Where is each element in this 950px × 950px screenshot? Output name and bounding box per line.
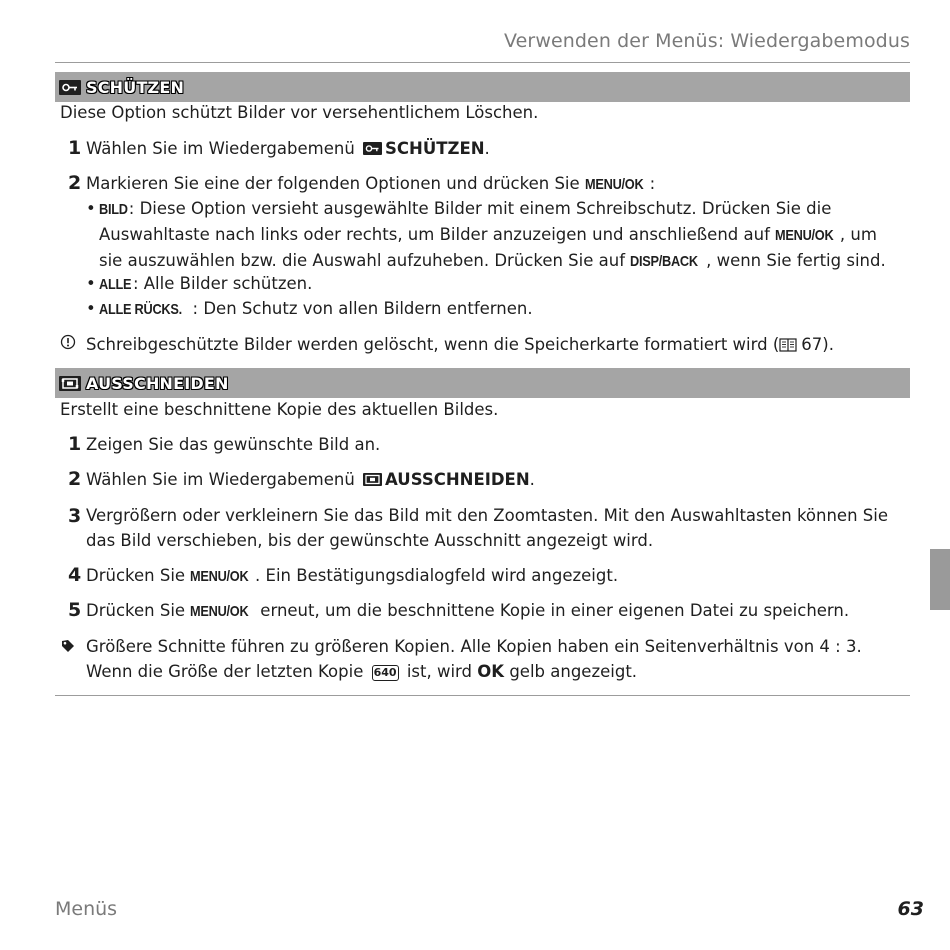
crop-step-3: Vergrößern oder verkleinern Sie das Bild mit den Zoomtasten. Mit den Auswahltasten können Sie das Bild verschieben, bis der gewünschte Ausschnitt angezeigt wird. bbox=[86, 506, 888, 550]
page-number: 63 bbox=[897, 898, 924, 920]
caution-icon bbox=[60, 334, 76, 354]
protect-key-icon bbox=[363, 142, 382, 155]
page-header-title: Verwenden der Menüs: Wiedergabemodus bbox=[504, 30, 910, 52]
bullet-dot: • bbox=[86, 274, 96, 293]
section-title-crop: AUSSCHNEIDEN bbox=[86, 373, 229, 393]
section-title-protect: SCHÜTZEN bbox=[86, 77, 185, 97]
section-header-protect bbox=[55, 72, 910, 102]
image-size-640-icon: 640 bbox=[373, 666, 397, 679]
bullet-dot: • bbox=[86, 199, 96, 218]
crop-step-1: Zeigen Sie das gewünschte Bild an. bbox=[86, 435, 381, 454]
protect-caution-note: Schreibgeschützte Bilder werden gelöscht, wenn die Speicherkarte formatiert wird ( 67). bbox=[86, 332, 906, 359]
protect-step-2-number: 2 bbox=[68, 172, 82, 194]
bullet-dot: • bbox=[86, 299, 96, 318]
protect-key-icon bbox=[59, 80, 81, 95]
crop-icon bbox=[59, 376, 81, 391]
crop-step-4-number: 4 bbox=[68, 564, 82, 586]
protect-step-1-number: 1 bbox=[68, 137, 82, 159]
crop-step-1-number: 1 bbox=[68, 433, 82, 455]
tip-icon bbox=[60, 638, 76, 658]
chapter-thumb-tab bbox=[930, 549, 950, 610]
book-icon bbox=[779, 334, 797, 359]
protect-intro: Diese Option schützt Bilder vor versehentlichem Löschen. bbox=[60, 103, 539, 122]
footer-section-name: Menüs bbox=[55, 898, 118, 920]
header-divider bbox=[55, 62, 910, 63]
crop-step-2: Wählen Sie im Wiedergabemenü AUSSCHNEIDEN. bbox=[86, 470, 535, 489]
protect-option-bild: BILD: Diese Option versieht ausgewählte Bilder mit einem Schreibschutz. Drücken Sie die Auswahltaste nach links oder rechts, um Bilder anzuzeigen und anschließend auf MENU/OK , um sie auszuwählen bzw. die Auswahl aufzuheben. Drücken Sie auf DISP/BACK , wenn Sie fertig sind. bbox=[99, 199, 886, 270]
crop-step-5-number: 5 bbox=[68, 599, 82, 621]
crop-step-2-number: 2 bbox=[68, 468, 82, 490]
crop-icon bbox=[363, 473, 382, 486]
protect-step-1: Wählen Sie im Wiedergabemenü SCHÜTZEN. bbox=[86, 139, 490, 158]
page-reference-link[interactable]: 67 bbox=[801, 335, 823, 354]
crop-step-5: Drücken Sie MENU/OK erneut, um die beschnittene Kopie in einer eigenen Datei zu speichern. bbox=[86, 601, 850, 620]
crop-step-3-number: 3 bbox=[68, 505, 82, 527]
protect-step-2: Markieren Sie eine der folgenden Optionen und drücken Sie MENU/OK : bbox=[86, 174, 656, 193]
content-bottom-divider bbox=[55, 695, 910, 696]
section-header-crop bbox=[55, 368, 910, 398]
protect-option-alle-ruecks: ALLE RÜCKS. : Den Schutz von allen Bildern entfernen. bbox=[99, 299, 533, 318]
crop-tip-note: Größere Schnitte führen zu größeren Kopien. Alle Kopien haben ein Seitenverhältnis von 4 : 3. Wenn die Größe der letzten Kopie 640 ist, wird OK gelb angezeigt. bbox=[86, 637, 862, 681]
protect-option-alle: ALLE : Alle Bilder schützen. bbox=[99, 274, 313, 293]
crop-step-4: Drücken Sie MENU/OK . Ein Bestätigungsdialogfeld wird angezeigt. bbox=[86, 566, 619, 585]
crop-intro: Erstellt eine beschnittene Kopie des aktuellen Bildes. bbox=[60, 400, 499, 419]
